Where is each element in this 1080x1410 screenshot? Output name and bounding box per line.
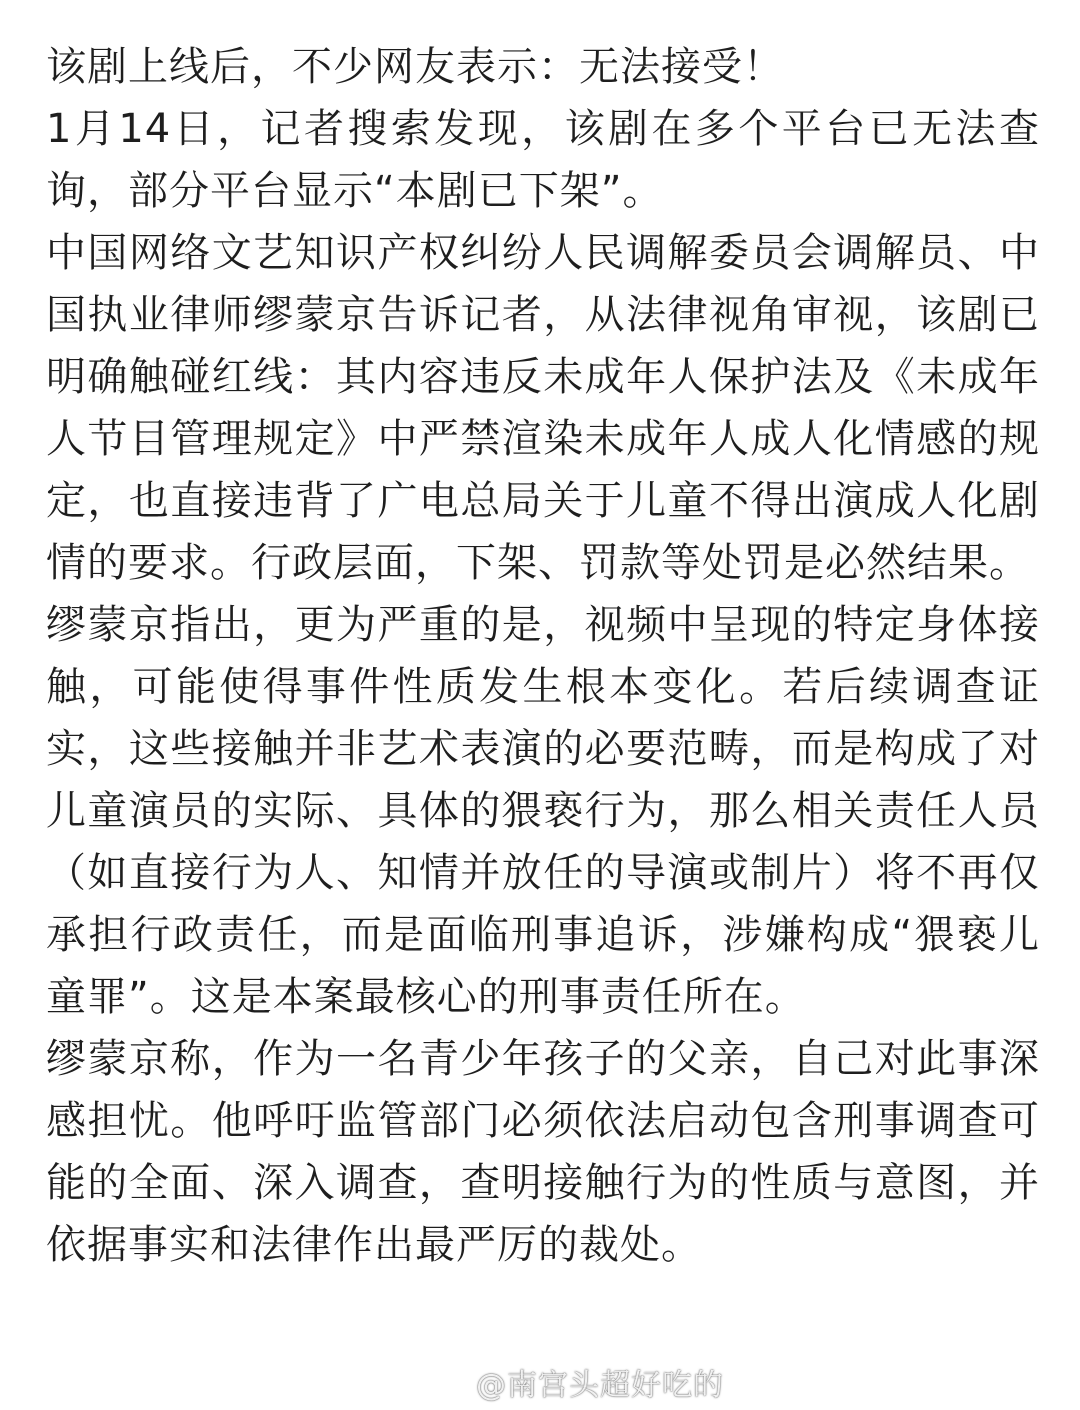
weibo-watermark <box>436 1366 724 1406</box>
paragraph-2: 1月14日，记者搜索发现，该剧在多个平台已无法查询，部分平台显示“本剧已下架”。 <box>46 106 1040 214</box>
paragraph-1: 该剧上线后，不少网友表示：无法接受！ <box>46 44 784 90</box>
watermark-text: @南宫头超好吃的 <box>476 1368 724 1403</box>
weibo-logo-icon <box>436 1371 470 1401</box>
paragraph-3: 中国网络文艺知识产权纠纷人民调解委员会调解员、中国执业律师缪蒙京告诉记者，从法律视角审视，该剧已明确触碰红线：其内容违反未成年人保护法及《未成年人节目管理规定》中严禁渲染未成年人成人化情感的规定，也直接违背了广电总局关于儿童不得出演成人化剧情的要求。行政层面，下架、罚款等处罚是必然结果。 <box>46 230 1040 586</box>
paragraph-5: 缪蒙京称，作为一名青少年孩子的父亲，自己对此事深感担忧。他呼吁监管部门必须依法启动包含刑事调查可能的全面、深入调查，查明接触行为的性质与意图，并依据事实和法律作出最严厉的裁处。 <box>46 1036 1040 1268</box>
article-body <box>46 36 1040 1276</box>
paragraph-4: 缪蒙京指出，更为严重的是，视频中呈现的特定身体接触，可能使得事件性质发生根本变化。若后续调查证实，这些接触并非艺术表演的必要范畴，而是构成了对儿童演员的实际、具体的猥亵行为，那么相关责任人员（如直接行为人、知情并放任的导演或制片）将不再仅承担行政责任，而是面临刑事追诉，涉嫌构成“猥亵儿童罪”。这是本案最核心的刑事责任所在。 <box>46 602 1040 1020</box>
